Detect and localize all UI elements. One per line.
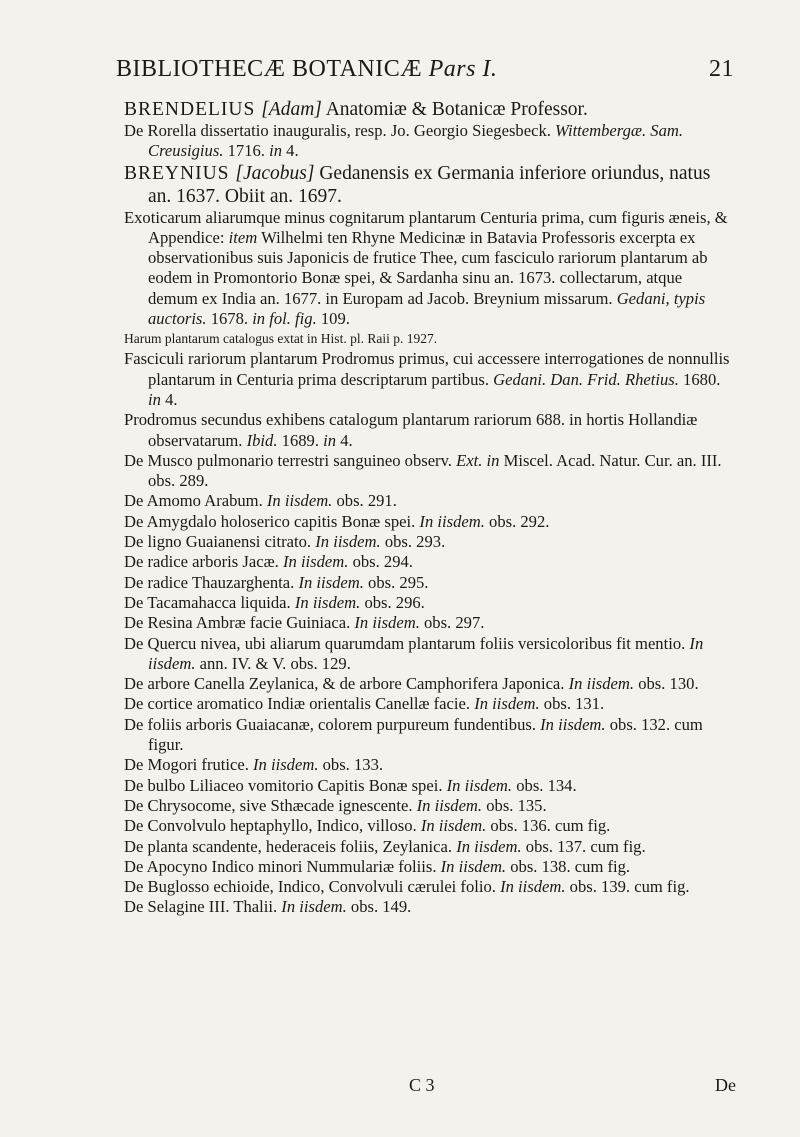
author-name: BREYNIUS <box>124 162 236 184</box>
header-title-text: BIBLIOTHECÆ BOTANICÆ <box>116 56 423 82</box>
entry-text: Miscel. Acad. Natur. Cur. an. III. obs. 289. <box>148 450 722 491</box>
bibliography-entry <box>124 796 736 816</box>
entry-text: De foliis arboris Guaiacanæ, colorem purpureum fundentibus. <box>124 714 541 734</box>
bibliography-entry <box>124 837 736 857</box>
italic-text: In iisdem. <box>298 572 364 592</box>
entry-text: De planta scandente, hederaceis foliis, Zeylanica. <box>124 836 457 856</box>
header-part: Pars I. <box>428 56 498 82</box>
entry-text: Harum plantarum catalogus extat in Hist. pl. Raii p. 1927. <box>124 331 438 347</box>
italic-text: Ibid. <box>246 430 278 450</box>
header-title <box>116 56 497 83</box>
italic-text: item <box>228 227 258 247</box>
entry-text: obs. 133. <box>318 755 384 775</box>
bibliography-entry <box>124 897 736 917</box>
entry-text: 1678. <box>206 309 253 329</box>
entry-text: Fasciculi rariorum plantarum Prodromus primus, cui accessere interrogationes de nonnullis plantarum in Centuria prima descriptarum partibus. <box>124 349 730 389</box>
bibliography-entry <box>124 694 736 714</box>
bibliography-entry <box>124 208 736 330</box>
bibliography-entry <box>124 491 736 511</box>
entry-text: 4. <box>282 141 299 161</box>
bibliography-entry <box>124 857 736 877</box>
entry-text: Wilhelmi ten Rhyne Medicinæ in Batavia Professoris excerpta ex observationibus suis Japonicis de frutice Thee, cum fasciculo rariorum plantarum ab eodem in Promontorio Bonæ spei, & Sardanha sinu an. 1673. collectarum, atque demum ex India an. 1677. in Europam ad Jacob. Breynium missarum. <box>148 227 708 308</box>
italic-text: in <box>269 141 283 161</box>
italic-text: In iisdem. <box>474 694 540 714</box>
entry-text: De Amomo Arabum. <box>124 491 267 511</box>
italic-text: Wittembergæ. Sam. Creusigius. <box>148 121 684 161</box>
entry-text: Prodromus secundus exhibens catalogum plantarum rariorum 688. in hortis Hollandiæ observatarum. <box>124 410 698 450</box>
entry-text: obs. 292. <box>484 511 550 531</box>
italic-text: [Adam] <box>261 99 322 120</box>
italic-text: In iisdem. <box>282 552 349 572</box>
entry-text: obs. 295. <box>363 572 429 592</box>
entry-text: De Chrysocome, sive Sthæcade ignescente. <box>124 795 417 815</box>
italic-text: In iisdem. <box>446 775 513 795</box>
entry-text: obs. 296. <box>360 592 425 612</box>
entry-text: De Tacamahacca liquida. <box>124 592 295 612</box>
bibliography-entry <box>124 410 736 451</box>
entry-text: 1716. <box>223 141 270 161</box>
signature-mark: C 3 <box>409 1075 435 1095</box>
entry-text: 1689. <box>277 430 324 450</box>
bibliography-entry <box>124 674 736 694</box>
italic-text: In iisdem. <box>540 714 606 734</box>
italic-text: In iisdem. <box>315 532 381 552</box>
catchword: De <box>715 1075 736 1095</box>
entry-text: obs. 136. cum fig. <box>486 816 611 836</box>
italic-text: In iisdem. <box>568 674 635 694</box>
italic-text: In iisdem. <box>148 633 704 673</box>
entry-text: ann. IV. & V. obs. 129. <box>195 653 351 673</box>
entry-text: De Quercu nivea, ubi aliarum quarumdam plantarum foliis versicoloribus fit mentio. <box>124 633 690 653</box>
entry-text: obs. 130. <box>634 674 699 694</box>
bibliography-entry <box>124 512 736 532</box>
bibliography-entry <box>124 877 736 897</box>
entry-text: De arbore Canella Zeylanica, & de arbore Camphorifera Japonica. <box>124 674 569 694</box>
entry-text: obs. 294. <box>348 552 413 572</box>
entry-text: Gedanensis ex Germania inferiore oriundus, natus an. 1637. Obiit an. 1697. <box>148 162 711 207</box>
entry-text: 109. <box>316 309 350 329</box>
note-line <box>124 329 736 349</box>
entry-text: De Selagine III. Thalii. <box>124 897 282 917</box>
author-heading <box>124 98 736 121</box>
bibliography-entry <box>124 573 736 593</box>
entry-text: De Mogori frutice. <box>124 755 254 775</box>
bibliography-entry <box>124 816 736 836</box>
author-name: BRENDELIUS <box>124 99 262 120</box>
italic-text: Gedani, typis auctoris. <box>148 288 706 329</box>
entry-text: obs. 131. <box>539 694 605 714</box>
bibliography-entry <box>124 715 736 756</box>
bibliography-entry <box>124 451 736 492</box>
entry-text: De Buglosso echioide, Indico, Convolvuli cærulei folio. <box>124 877 501 897</box>
entry-text: De Musco pulmonario terrestri sanguineo observ. <box>124 450 457 470</box>
running-header <box>116 56 734 90</box>
bibliography-entry <box>124 613 736 633</box>
entry-text: Anatomiæ & Botanicæ Professor. <box>321 99 588 120</box>
italic-text: In iisdem. <box>354 613 420 633</box>
italic-text: In iisdem. <box>419 511 485 531</box>
page-number: 21 <box>709 56 734 82</box>
entry-text: Exoticarum aliarumque minus cognitarum plantarum Centuria prima, cum figuris æneis, & Appendice: <box>124 207 728 247</box>
italic-text: In iisdem. <box>440 856 507 876</box>
entry-text: 1680. <box>678 369 721 389</box>
italic-text: in <box>148 389 161 409</box>
entry-text: obs. 137. cum fig. <box>521 836 646 856</box>
entry-text: De Amygdalo holoserico capitis Bonæ spei. <box>124 511 420 531</box>
italic-text: In iisdem. <box>266 491 333 511</box>
italic-text: In iisdem. <box>294 592 361 612</box>
entry-text: De Convolvulo heptaphyllo, Indico, villoso. <box>124 816 421 836</box>
italic-text: in <box>323 430 337 450</box>
page-footer <box>124 1075 736 1099</box>
bibliography-entry <box>124 532 736 552</box>
italic-text: in fol. fig. <box>252 309 317 329</box>
italic-text: Ext. in <box>456 450 500 470</box>
entry-text: obs. 135. <box>482 795 547 815</box>
entry-text: obs. 139. cum fig. <box>565 877 690 897</box>
entry-text: De Rorella dissertatio inauguralis, resp. Jo. Georgio Siegesbeck. <box>124 121 556 140</box>
entry-text: 4. <box>336 430 353 450</box>
bibliography-entry <box>124 552 736 572</box>
italic-text: [Jacobus] <box>235 162 315 184</box>
entry-text: obs. 138. cum fig. <box>506 856 631 876</box>
entry-text: obs. 293. <box>380 532 446 552</box>
bibliography-entry <box>124 349 736 410</box>
italic-text: In iisdem. <box>456 836 522 856</box>
entry-text: De Apocyno Indico minori Nummulariæ foliis. <box>124 856 441 876</box>
entry-text: obs. 134. <box>512 775 577 795</box>
italic-text: Gedani. Dan. Frid. Rhetius. <box>493 369 679 389</box>
entry-text: De ligno Guaianensi citrato. <box>124 532 316 552</box>
entry-text: obs. 132. cum figur. <box>148 714 703 755</box>
italic-text: In iisdem. <box>281 897 347 917</box>
italic-text: In iisdem. <box>253 755 319 775</box>
italic-text: In iisdem. <box>416 795 483 815</box>
bibliography-entry <box>124 776 736 796</box>
italic-text: In iisdem. <box>500 877 566 897</box>
bibliography-list <box>124 98 736 918</box>
entry-text: De cortice aromatico Indiæ orientalis Canellæ facie. <box>124 694 475 714</box>
entry-text: obs. 149. <box>346 897 412 917</box>
bibliography-entry <box>124 121 736 162</box>
bibliography-entry <box>124 593 736 613</box>
entry-text: De Resina Ambræ facie Guiniaca. <box>124 613 355 633</box>
entry-text: De radice arboris Jacæ. <box>124 552 283 572</box>
entry-text: De bulbo Liliaceo vomitorio Capitis Bonæ spei. <box>124 775 447 795</box>
author-heading <box>124 162 736 208</box>
bibliography-entry <box>124 755 736 775</box>
entry-text: obs. 297. <box>419 613 485 633</box>
italic-text: In iisdem. <box>420 816 487 836</box>
entry-text: De radice Thauzarghenta. <box>124 572 299 592</box>
entry-text: 4. <box>160 389 178 409</box>
bibliography-entry <box>124 634 736 675</box>
entry-text: obs. 291. <box>332 491 397 511</box>
